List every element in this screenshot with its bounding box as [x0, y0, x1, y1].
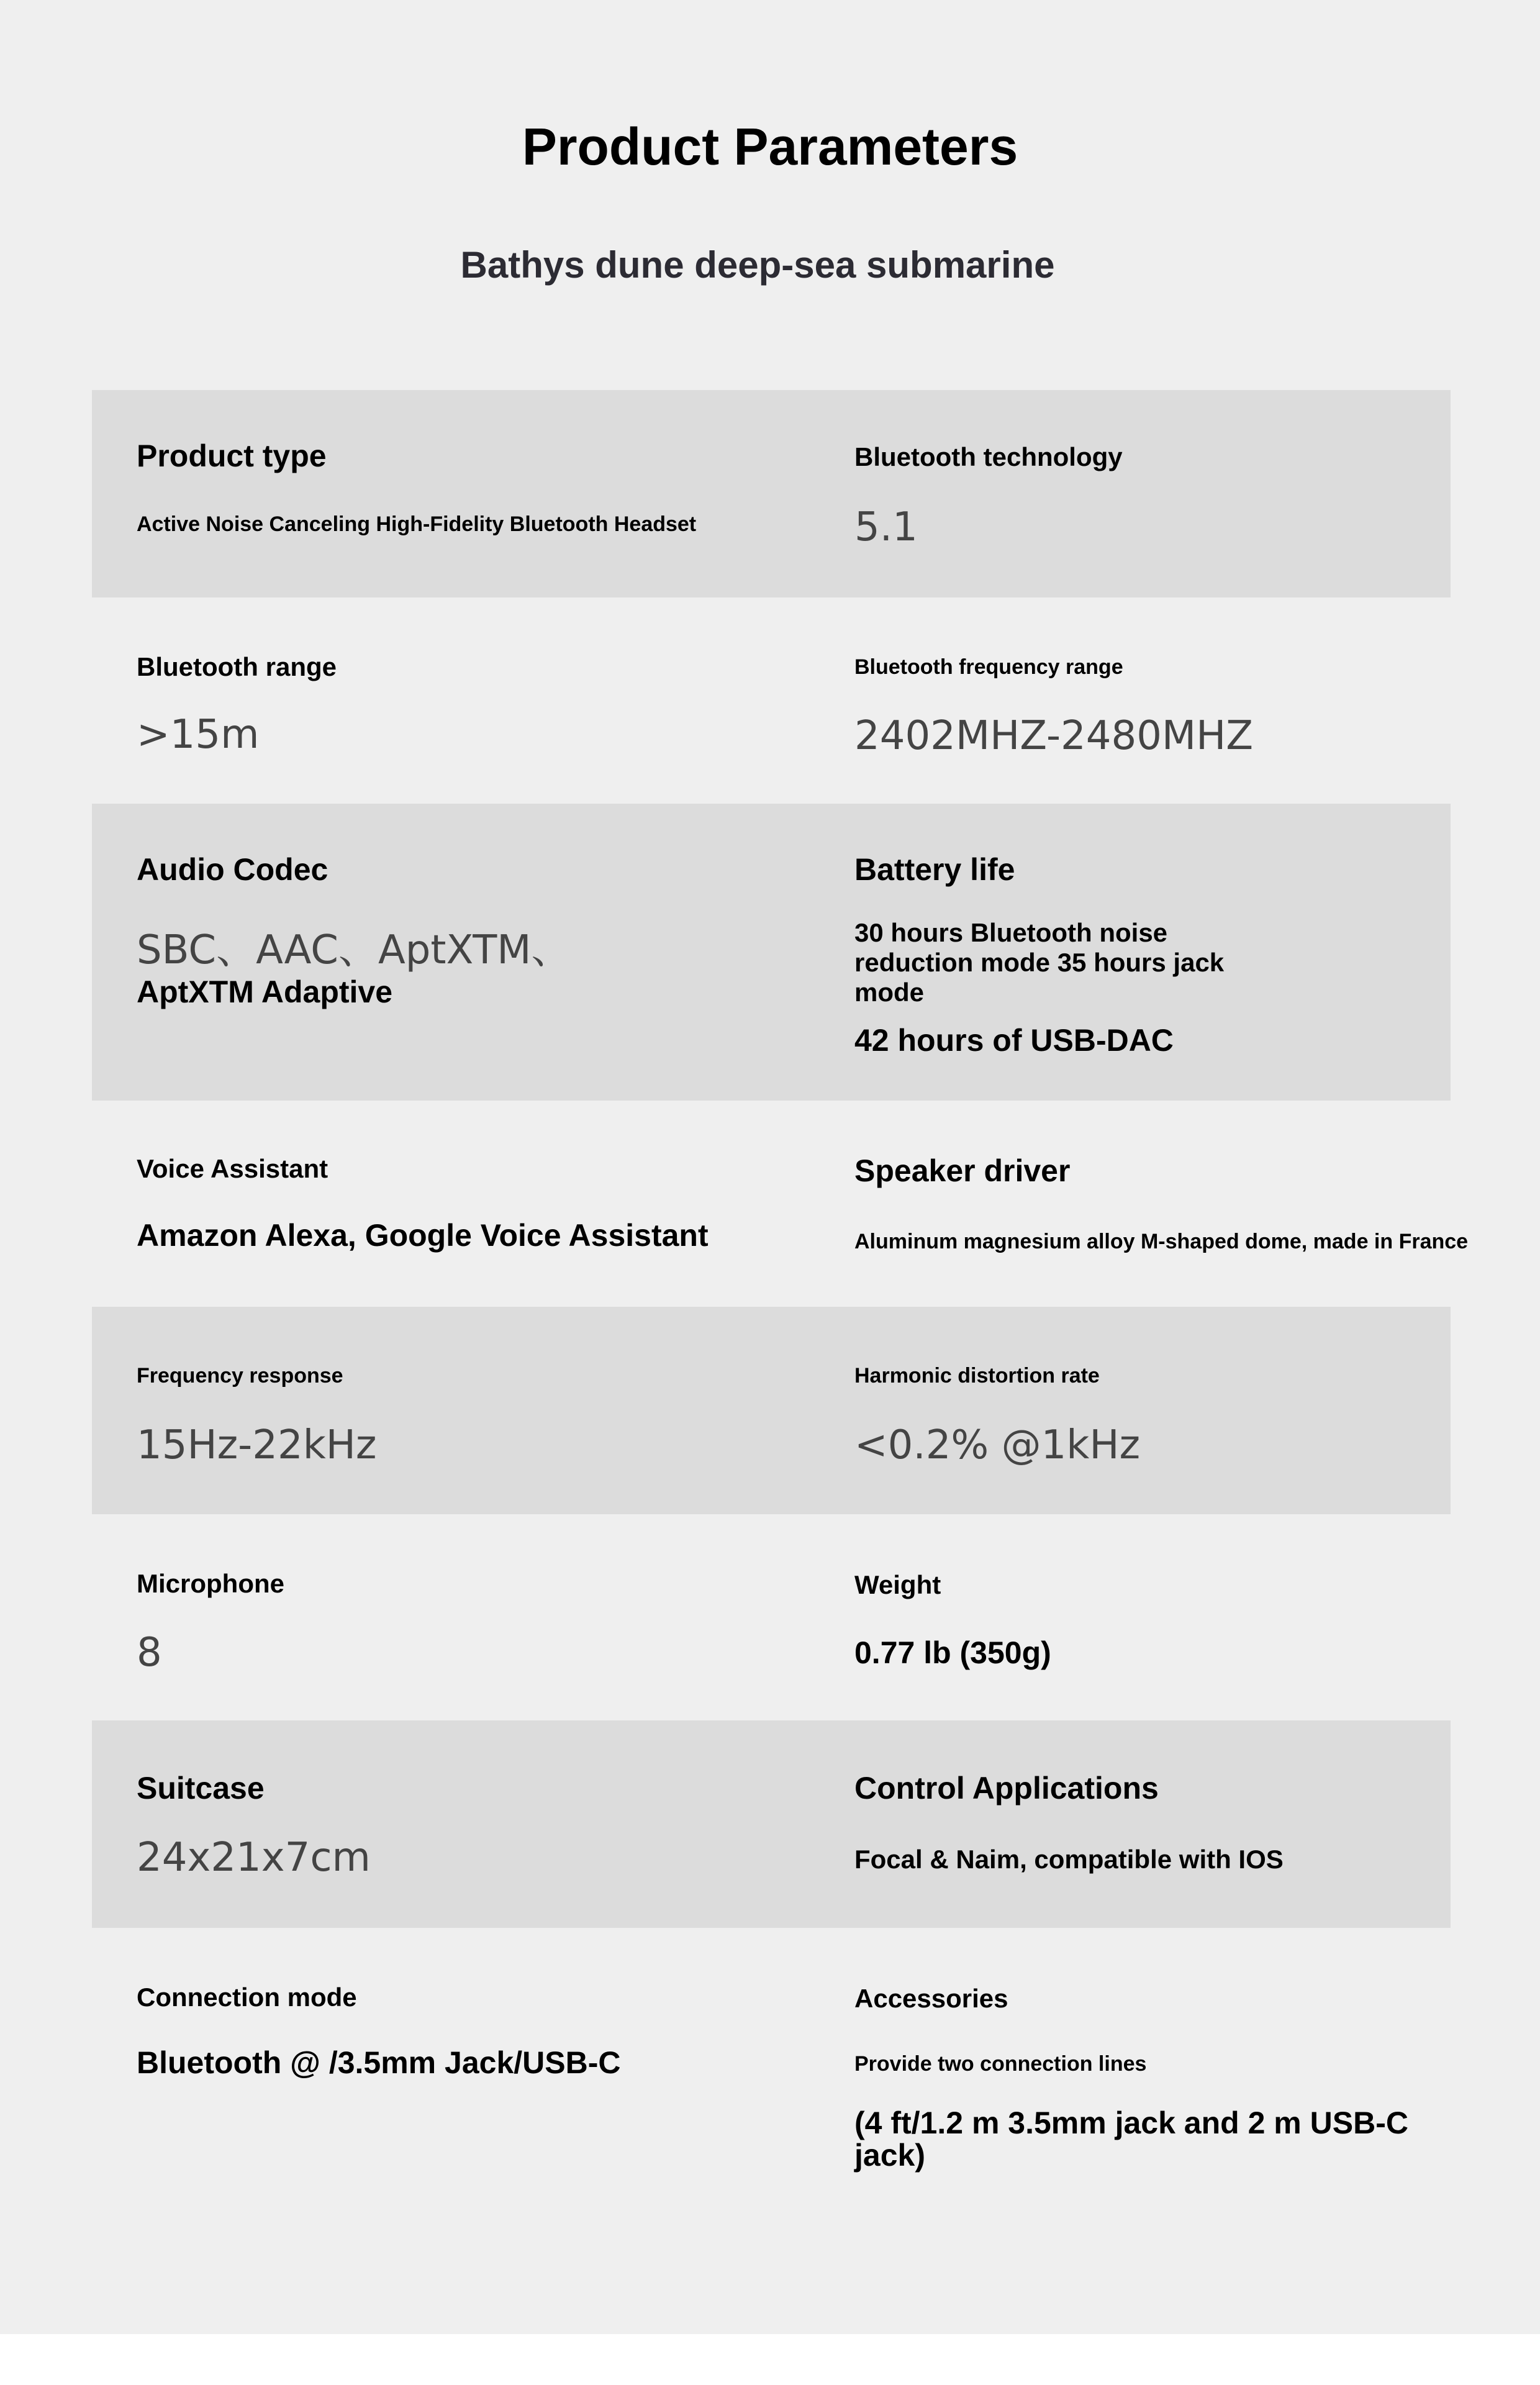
bluetooth-range-label: Bluetooth range [137, 652, 337, 681]
bluetooth-technology-value: 5.1 [854, 504, 918, 550]
frequency-response-label: Frequency response [137, 1364, 343, 1388]
page-title: Product Parameters [522, 117, 1018, 176]
bluetooth-frequency-range-label: Bluetooth frequency range [854, 655, 1123, 679]
speaker-driver-label: Speaker driver [854, 1153, 1071, 1188]
harmonic-distortion-value: <0.2% @1kHz [854, 1422, 1141, 1468]
audio-codec-label: Audio Codec [137, 852, 328, 887]
microphone-label: Microphone [137, 1569, 284, 1598]
microphone-value: 8 [137, 1630, 162, 1676]
weight-label: Weight [854, 1570, 941, 1599]
bluetooth-range-value: >15m [137, 712, 260, 758]
suitcase-value: 24x21x7cm [137, 1835, 371, 1881]
battery-life-value-line1: 30 hours Bluetooth noise reduction mode 35 hours jack mode [854, 918, 1225, 1007]
bluetooth-frequency-range-value: 2402MHZ-2480MHZ [854, 713, 1254, 759]
accessories-label: Accessories [854, 1984, 1008, 2013]
connection-mode-label: Connection mode [137, 1983, 357, 2012]
suitcase-label: Suitcase [137, 1771, 265, 1806]
audio-codec-value-line1: SBC、AAC、AptXTM、 [137, 927, 571, 973]
bottom-strip [0, 2334, 1540, 2385]
row-band-5 [92, 1307, 1451, 1514]
page-subtitle: Bathys dune deep-sea submarine [460, 244, 1055, 286]
row-band-1 [92, 390, 1451, 597]
voice-assistant-label: Voice Assistant [137, 1154, 328, 1183]
product-type-value: Active Noise Canceling High-Fidelity Bluetooth Headset [137, 512, 697, 536]
accessories-value-line1: Provide two connection lines [854, 2052, 1147, 2076]
audio-codec-value-line2: AptXTM Adaptive [137, 974, 393, 1009]
product-type-label: Product type [137, 438, 327, 473]
accessories-value-line2: (4 ft/1.2 m 3.5mm jack and 2 m USB-C jack) [854, 2106, 1408, 2173]
control-applications-label: Control Applications [854, 1771, 1159, 1806]
frequency-response-value: 15Hz-22kHz [137, 1422, 377, 1468]
battery-life-value-line2: 42 hours of USB-DAC [854, 1023, 1174, 1058]
connection-mode-value: Bluetooth @ /3.5mm Jack/USB-C [137, 2045, 621, 2080]
bluetooth-technology-label: Bluetooth technology [854, 442, 1123, 471]
battery-life-label: Battery life [854, 852, 1015, 887]
row-band-7 [92, 1720, 1451, 1928]
voice-assistant-value: Amazon Alexa, Google Voice Assistant [137, 1218, 709, 1253]
harmonic-distortion-label: Harmonic distortion rate [854, 1364, 1100, 1388]
control-applications-value: Focal & Naim, compatible with IOS [854, 1845, 1284, 1874]
weight-value: 0.77 lb (350g) [854, 1635, 1051, 1670]
speaker-driver-value: Aluminum magnesium alloy M-shaped dome, made in France [854, 1230, 1469, 1253]
